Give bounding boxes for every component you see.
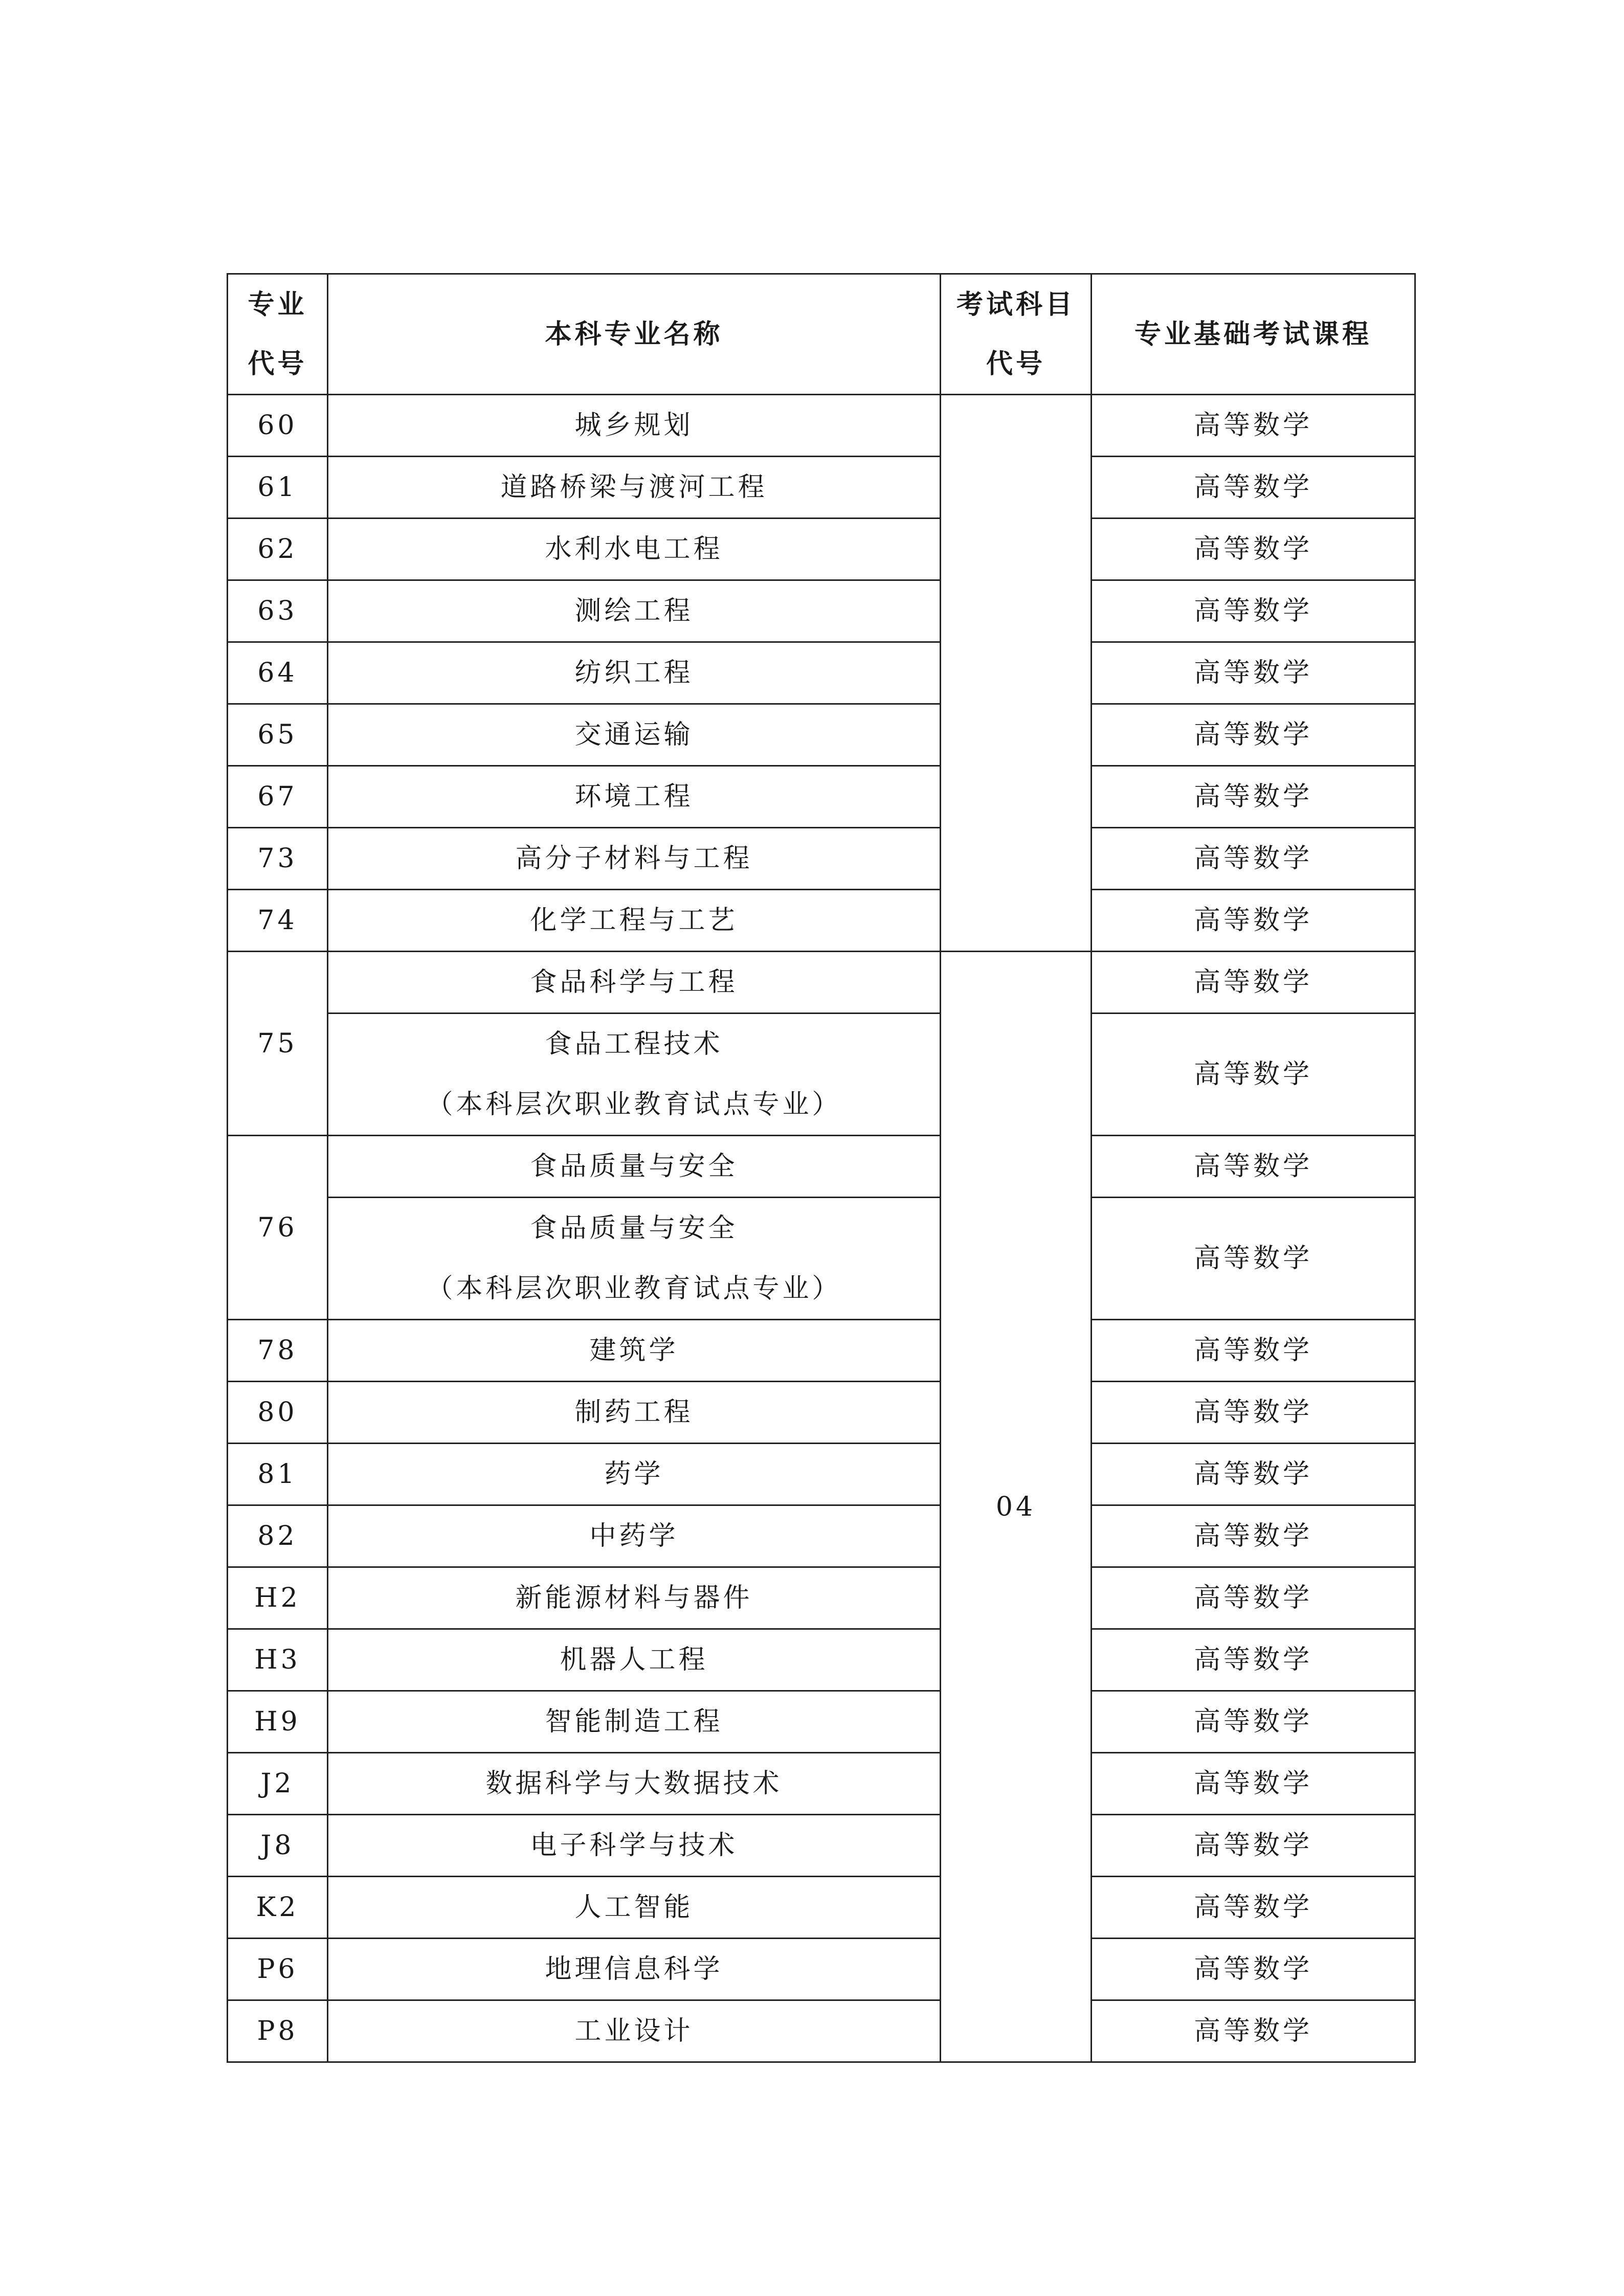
header-major-code-line1: 专业	[248, 289, 307, 320]
exam-course-cell: 高等数学	[1092, 952, 1415, 1014]
table-row	[228, 1877, 1415, 1939]
major-code-cell: H3	[228, 1629, 328, 1691]
major-code-cell: J8	[228, 1815, 328, 1877]
major-code-cell: 75	[228, 952, 328, 1136]
exam-course-cell: 高等数学	[1092, 1320, 1415, 1382]
major-code-cell: K2	[228, 1877, 328, 1939]
header-exam-code-line1: 考试科目	[956, 289, 1075, 320]
major-name-cell: 中药学	[328, 1505, 941, 1567]
exam-course-cell: 高等数学	[1092, 580, 1415, 642]
header-row	[228, 274, 1415, 395]
table-row	[228, 1320, 1415, 1382]
major-code-cell: 81	[228, 1444, 328, 1505]
table-row	[228, 1939, 1415, 2000]
exam-course-cell: 高等数学	[1092, 642, 1415, 704]
table-row	[228, 1753, 1415, 1815]
exam-course-cell: 高等数学	[1092, 1136, 1415, 1198]
table-row	[228, 1382, 1415, 1444]
major-code-cell: 80	[228, 1382, 328, 1444]
exam-course-cell: 高等数学	[1092, 1815, 1415, 1877]
exam-code-cell-group1	[941, 395, 1092, 952]
major-code-cell: 73	[228, 828, 328, 890]
table-row	[228, 704, 1415, 766]
major-name-cell: 食品科学与工程	[328, 952, 941, 1014]
major-name-cell: 高分子材料与工程	[328, 828, 941, 890]
major-code-cell: 74	[228, 890, 328, 952]
table-row	[228, 519, 1415, 580]
header-major-code	[228, 274, 328, 395]
exam-course-cell: 高等数学	[1092, 1877, 1415, 1939]
header-exam-course: 专业基础考试课程	[1092, 274, 1415, 395]
table-row	[228, 1505, 1415, 1567]
exam-course-cell: 高等数学	[1092, 1198, 1415, 1320]
major-code-cell: 60	[228, 395, 328, 457]
table-row	[228, 2000, 1415, 2062]
major-code-cell: 78	[228, 1320, 328, 1382]
major-name-cell: 测绘工程	[328, 580, 941, 642]
major-code-cell: 62	[228, 519, 328, 580]
exam-code-cell-group2: 04	[941, 952, 1092, 2062]
table-row	[228, 457, 1415, 519]
table-row	[228, 828, 1415, 890]
major-code-cell: H9	[228, 1691, 328, 1753]
major-code-cell: 65	[228, 704, 328, 766]
table-row	[228, 766, 1415, 828]
table-row	[228, 395, 1415, 457]
major-name-line1: 食品工程技术	[545, 1029, 723, 1060]
major-code-cell: 67	[228, 766, 328, 828]
header-exam-code	[941, 274, 1092, 395]
exam-course-cell: 高等数学	[1092, 890, 1415, 952]
major-code-cell: 63	[228, 580, 328, 642]
major-name-line1: 食品质量与安全	[530, 1213, 738, 1244]
major-name-cell: 食品质量与安全	[328, 1136, 941, 1198]
table-row	[228, 952, 1415, 1014]
major-name-cell: 建筑学	[328, 1320, 941, 1382]
major-name-cell: 环境工程	[328, 766, 941, 828]
major-name-cell: 城乡规划	[328, 395, 941, 457]
table-row	[228, 580, 1415, 642]
exam-course-cell: 高等数学	[1092, 1567, 1415, 1629]
exam-course-cell: 高等数学	[1092, 395, 1415, 457]
exam-course-cell: 高等数学	[1092, 1691, 1415, 1753]
table-row	[228, 1691, 1415, 1753]
major-name-cell: 机器人工程	[328, 1629, 941, 1691]
major-name-cell: 人工智能	[328, 1877, 941, 1939]
exam-course-cell: 高等数学	[1092, 1505, 1415, 1567]
table-row	[228, 1014, 1415, 1136]
major-name-cell: 数据科学与大数据技术	[328, 1753, 941, 1815]
major-name-cell: 交通运输	[328, 704, 941, 766]
exam-course-cell: 高等数学	[1092, 1444, 1415, 1505]
major-code-cell: 64	[228, 642, 328, 704]
major-name-cell: 道路桥梁与渡河工程	[328, 457, 941, 519]
major-name-cell: 新能源材料与器件	[328, 1567, 941, 1629]
major-code-cell: H2	[228, 1567, 328, 1629]
major-code-cell: 82	[228, 1505, 328, 1567]
header-exam-code-line2: 代号	[986, 348, 1045, 379]
header-major-code-line2: 代号	[248, 348, 307, 379]
table-row	[228, 642, 1415, 704]
exam-course-cell: 高等数学	[1092, 457, 1415, 519]
table-row	[228, 1815, 1415, 1877]
major-name-cell: 地理信息科学	[328, 1939, 941, 2000]
major-name-cell: 制药工程	[328, 1382, 941, 1444]
major-code-cell: 76	[228, 1136, 328, 1320]
table-row	[228, 1629, 1415, 1691]
table-row	[228, 1136, 1415, 1198]
major-name-cell: 药学	[328, 1444, 941, 1505]
table-row	[228, 890, 1415, 952]
major-exam-table	[227, 273, 1416, 2063]
major-name-cell: 纺织工程	[328, 642, 941, 704]
exam-course-cell: 高等数学	[1092, 1014, 1415, 1136]
exam-course-cell: 高等数学	[1092, 704, 1415, 766]
major-name-cell: 电子科学与技术	[328, 1815, 941, 1877]
major-code-cell: J2	[228, 1753, 328, 1815]
exam-course-cell: 高等数学	[1092, 1629, 1415, 1691]
exam-course-cell: 高等数学	[1092, 828, 1415, 890]
exam-course-cell: 高等数学	[1092, 1939, 1415, 2000]
major-name-cell	[328, 1198, 941, 1320]
table-row	[228, 1567, 1415, 1629]
exam-course-cell: 高等数学	[1092, 2000, 1415, 2062]
major-code-cell: P8	[228, 2000, 328, 2062]
major-name-cell	[328, 1014, 941, 1136]
major-code-cell: P6	[228, 1939, 328, 2000]
major-code-cell: 61	[228, 457, 328, 519]
exam-course-cell: 高等数学	[1092, 519, 1415, 580]
exam-course-cell: 高等数学	[1092, 1753, 1415, 1815]
major-name-cell: 水利水电工程	[328, 519, 941, 580]
header-major-name: 本科专业名称	[328, 274, 941, 395]
major-name-cell: 化学工程与工艺	[328, 890, 941, 952]
exam-course-cell: 高等数学	[1092, 1382, 1415, 1444]
major-name-line2: （本科层次职业教育试点专业）	[426, 1089, 842, 1120]
exam-course-cell: 高等数学	[1092, 766, 1415, 828]
table-row	[228, 1198, 1415, 1320]
major-name-line2: （本科层次职业教育试点专业）	[426, 1273, 842, 1304]
table-row	[228, 1444, 1415, 1505]
major-name-cell: 工业设计	[328, 2000, 941, 2062]
major-name-cell: 智能制造工程	[328, 1691, 941, 1753]
